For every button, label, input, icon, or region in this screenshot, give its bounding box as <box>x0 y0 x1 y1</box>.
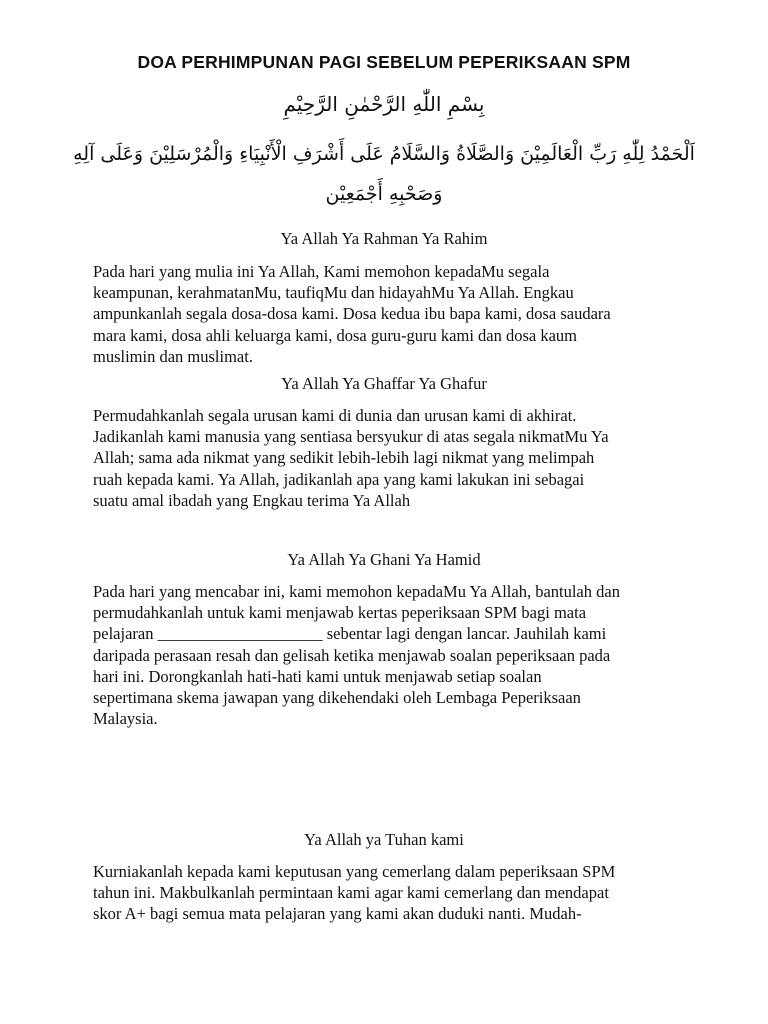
paragraph-line: Allah; sama ada nikmat yang sedikit lebih-lebih lagi nikmat yang melimpah <box>93 448 595 468</box>
paragraph-line: tahun ini. Makbulkanlah permintaan kami agar kami cemerlang dan mendapat <box>93 883 609 903</box>
section-paragraph-4 <box>93 861 683 925</box>
paragraph-line: Malaysia. <box>93 709 158 729</box>
hamdalah-line-1: اَلْحَمْدُ لِلّٰهِ رَبِّ الْعَالَمِيْنَ وَالصَّلَاةُ وَالسَّلَامُ عَلَى أَشْرَفِ الْأَنْبِيَاءِ وَالْمُرْسَلِيْنَ وَعَلَى آلِهِ <box>73 143 695 165</box>
paragraph-line: mara kami, dosa ahli keluarga kami, dosa guru-guru kami dan dosa kaum <box>93 325 578 345</box>
paragraph-line: ruah kepada kami. Ya Allah, jadikanlah apa yang kami lakukan ini sebagai <box>93 469 585 489</box>
section-paragraph-2 <box>93 405 683 511</box>
section-paragraph-1 <box>93 261 683 367</box>
basmalah-text: بِسْمِ اللّٰهِ الرَّحْمٰنِ الرَّحِيْمِ <box>283 92 485 116</box>
paragraph-line: suatu amal ibadah yang Engkau terima Ya Allah <box>93 490 411 510</box>
paragraph-line: daripada perasaan resah dan gelisah ketika menjawab soalan peperiksaan pada <box>93 645 611 665</box>
paragraph-line: keampunan, kerahmatanMu, taufiqMu dan hidayahMu Ya Allah. Engkau <box>93 283 574 303</box>
paragraph-line: skor A+ bagi semua mata pelajaran yang kami akan duduki nanti. Mudah- <box>93 904 582 924</box>
paragraph-line: permudahkanlah untuk kami menjawab kertas peperiksaan SPM bagi mata <box>93 603 587 623</box>
section-heading-ghani-hamid: Ya Allah Ya Ghani Ya Hamid <box>287 550 481 569</box>
paragraph-line: pelajaran ____________________ sebentar lagi dengan lancar. Jauhilah kami <box>93 624 607 644</box>
section-paragraph-3 <box>93 581 683 729</box>
section-heading-ghaffar-ghafur: Ya Allah Ya Ghaffar Ya Ghafur <box>281 374 487 393</box>
paragraph-line: ampunkanlah segala dosa-dosa kami. Dosa kedua ibu bapa kami, dosa saudara <box>93 304 611 324</box>
paragraph-line: sepertimana skema jawapan yang dikehendaki oleh Lembaga Peperiksaan <box>93 688 581 708</box>
paragraph-line: Permudahkanlah segala urusan kami di dunia dan urusan kami di akhirat. <box>93 406 577 425</box>
paragraph-line: muslimin dan muslimat. <box>93 346 253 366</box>
document-title: DOA PERHIMPUNAN PAGI SEBELUM PEPERIKSAAN SPM <box>137 52 631 72</box>
paragraph-line: Pada hari yang mencabar ini, kami memohon kepadaMu Ya Allah, bantulah dan <box>93 582 620 601</box>
section-heading-rahman-rahim: Ya Allah Ya Rahman Ya Rahim <box>280 229 488 248</box>
paragraph-line: Jadikanlah kami manusia yang sentiasa bersyukur di atas segala nikmatMu Ya <box>93 427 609 447</box>
hamdalah-line-2: وَصَحْبِهِ أَجْمَعِيْن <box>325 183 443 205</box>
paragraph-line: Pada hari yang mulia ini Ya Allah, Kami memohon kepadaMu segala <box>93 262 550 281</box>
paragraph-line: Kurniakanlah kepada kami keputusan yang cemerlang dalam peperiksaan SPM <box>93 862 616 881</box>
section-heading-tuhan-kami: Ya Allah ya Tuhan kami <box>304 830 464 849</box>
paragraph-line: hari ini. Dorongkanlah hati-hati kami untuk menjawab setiap soalan <box>93 666 542 686</box>
